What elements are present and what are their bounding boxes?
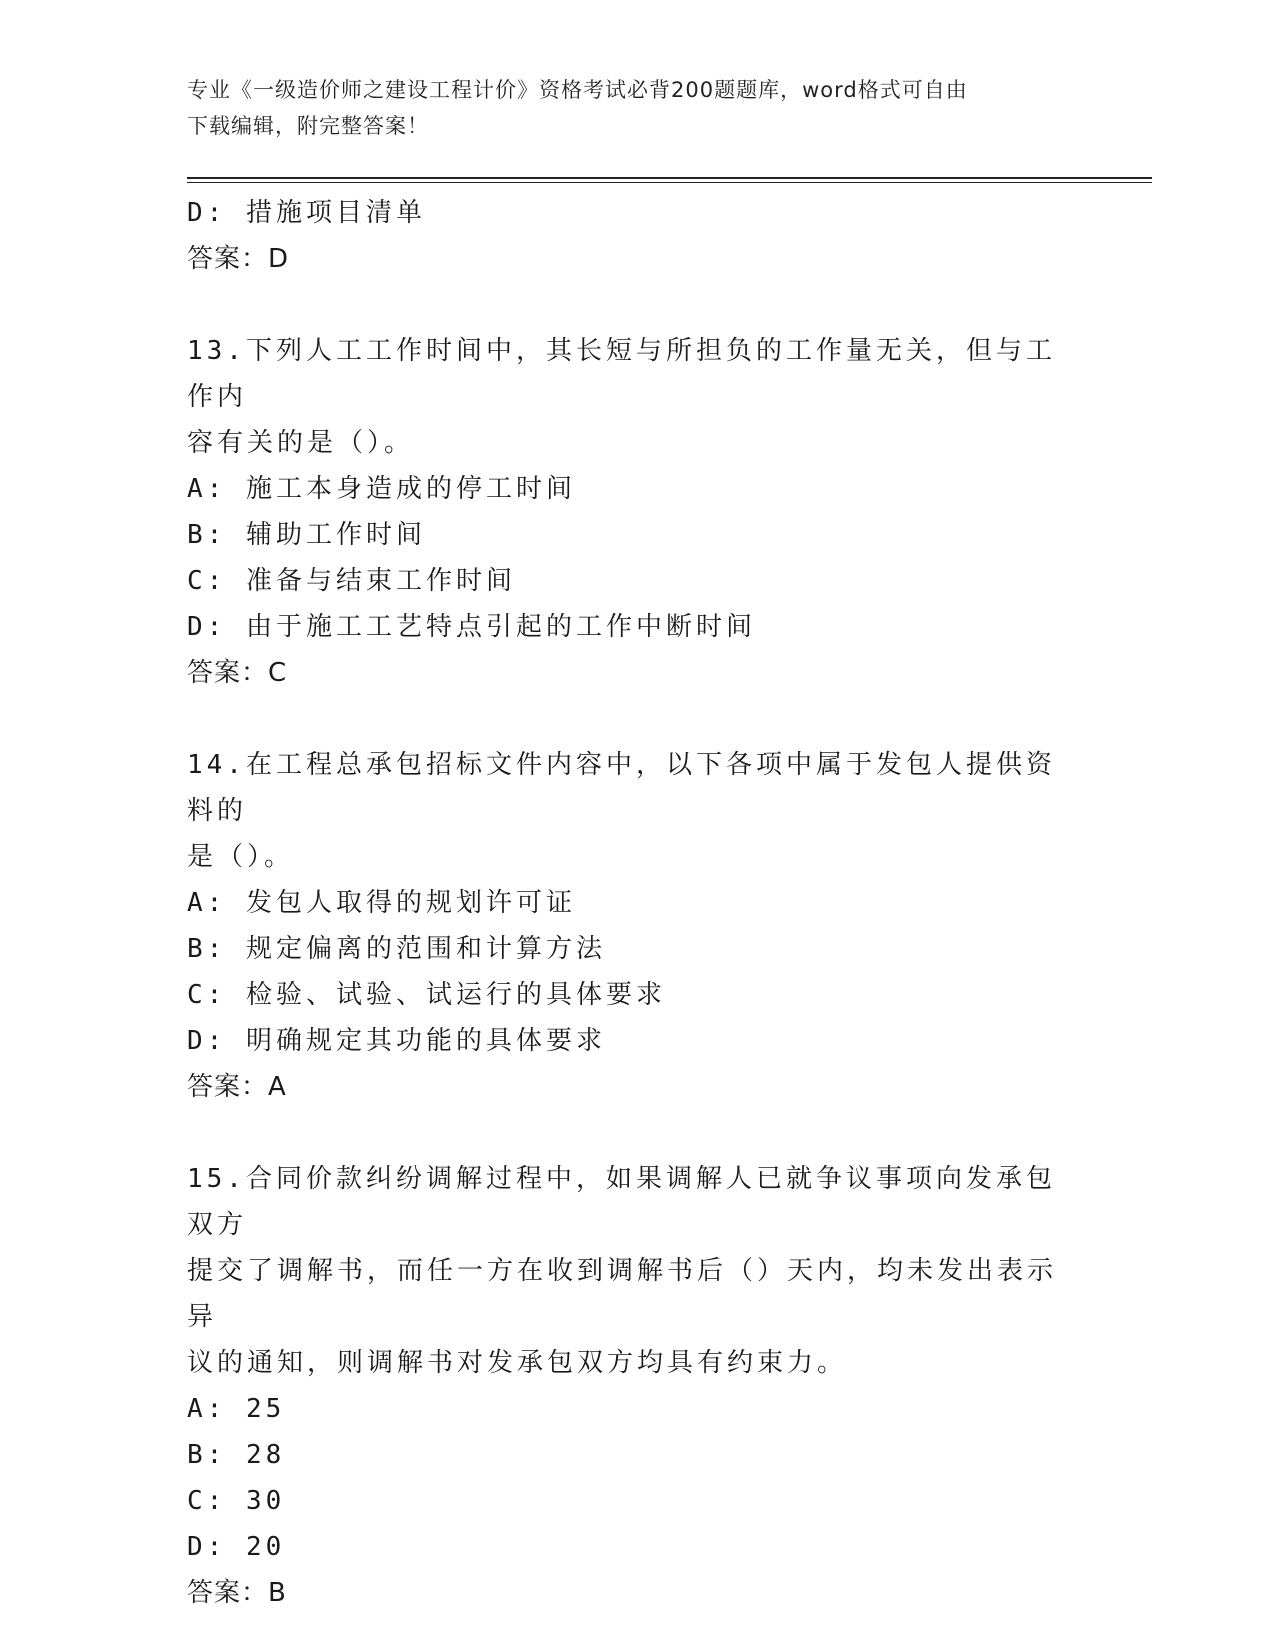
option-d: D: 明确规定其功能的具体要求 [187, 1026, 606, 1056]
question-text-line: 容有关的是（）。 [187, 428, 415, 458]
question-text-line: 13.下列人工工作时间中，其长短与所担负的工作量无关，但与工作内 [187, 336, 1056, 412]
option-b: B: 辅助工作时间 [187, 520, 426, 550]
option-c: C: 检验、试验、试运行的具体要求 [187, 980, 666, 1010]
header-rule-thin [187, 182, 1152, 183]
document-body [187, 190, 1077, 1616]
document-header [187, 72, 1087, 144]
header-line-2: 下载编辑，附完整答案！ [187, 114, 429, 138]
spacer [187, 696, 1077, 742]
answer: 答案：B [187, 1578, 287, 1608]
spacer [187, 282, 1077, 328]
answer: 答案：A [187, 1072, 287, 1102]
option-a: A: 发包人取得的规划许可证 [187, 888, 576, 918]
option-d: D: 20 [187, 1532, 286, 1562]
question-text-line: 是（）。 [187, 842, 295, 872]
option-c: C: 30 [187, 1486, 286, 1516]
question-text-line: 提交了调解书，而任一方在收到调解书后（）天内，均未发出表示异 [187, 1256, 1058, 1332]
answer: 答案：D [187, 244, 290, 274]
option-d: D: 措施项目清单 [187, 198, 426, 228]
question-text-line: 15.合同价款纠纷调解过程中，如果调解人已就争议事项向发承包双方 [187, 1164, 1056, 1240]
option-d: D: 由于施工工艺特点引起的工作中断时间 [187, 612, 756, 642]
option-b: B: 28 [187, 1440, 286, 1470]
answer: 答案：C [187, 658, 288, 688]
question-text-line: 议的通知，则调解书对发承包双方均具有约束力。 [187, 1348, 848, 1378]
spacer [187, 1110, 1077, 1156]
option-a: A: 25 [187, 1394, 286, 1424]
previous-question-tail [187, 190, 1077, 282]
question-15 [187, 1156, 1077, 1616]
question-text-line: 14.在工程总承包招标文件内容中，以下各项中属于发包人提供资料的 [187, 750, 1056, 826]
question-13 [187, 328, 1077, 696]
header-line-1: 专业《一级造价师之建设工程计价》资格考试必背200题题库，word格式可自由 [187, 78, 968, 102]
option-b: B: 规定偏离的范围和计算方法 [187, 934, 606, 964]
option-a: A: 施工本身造成的停工时间 [187, 474, 576, 504]
question-14 [187, 742, 1077, 1110]
header-rule-thick [187, 177, 1152, 179]
option-c: C: 准备与结束工作时间 [187, 566, 516, 596]
